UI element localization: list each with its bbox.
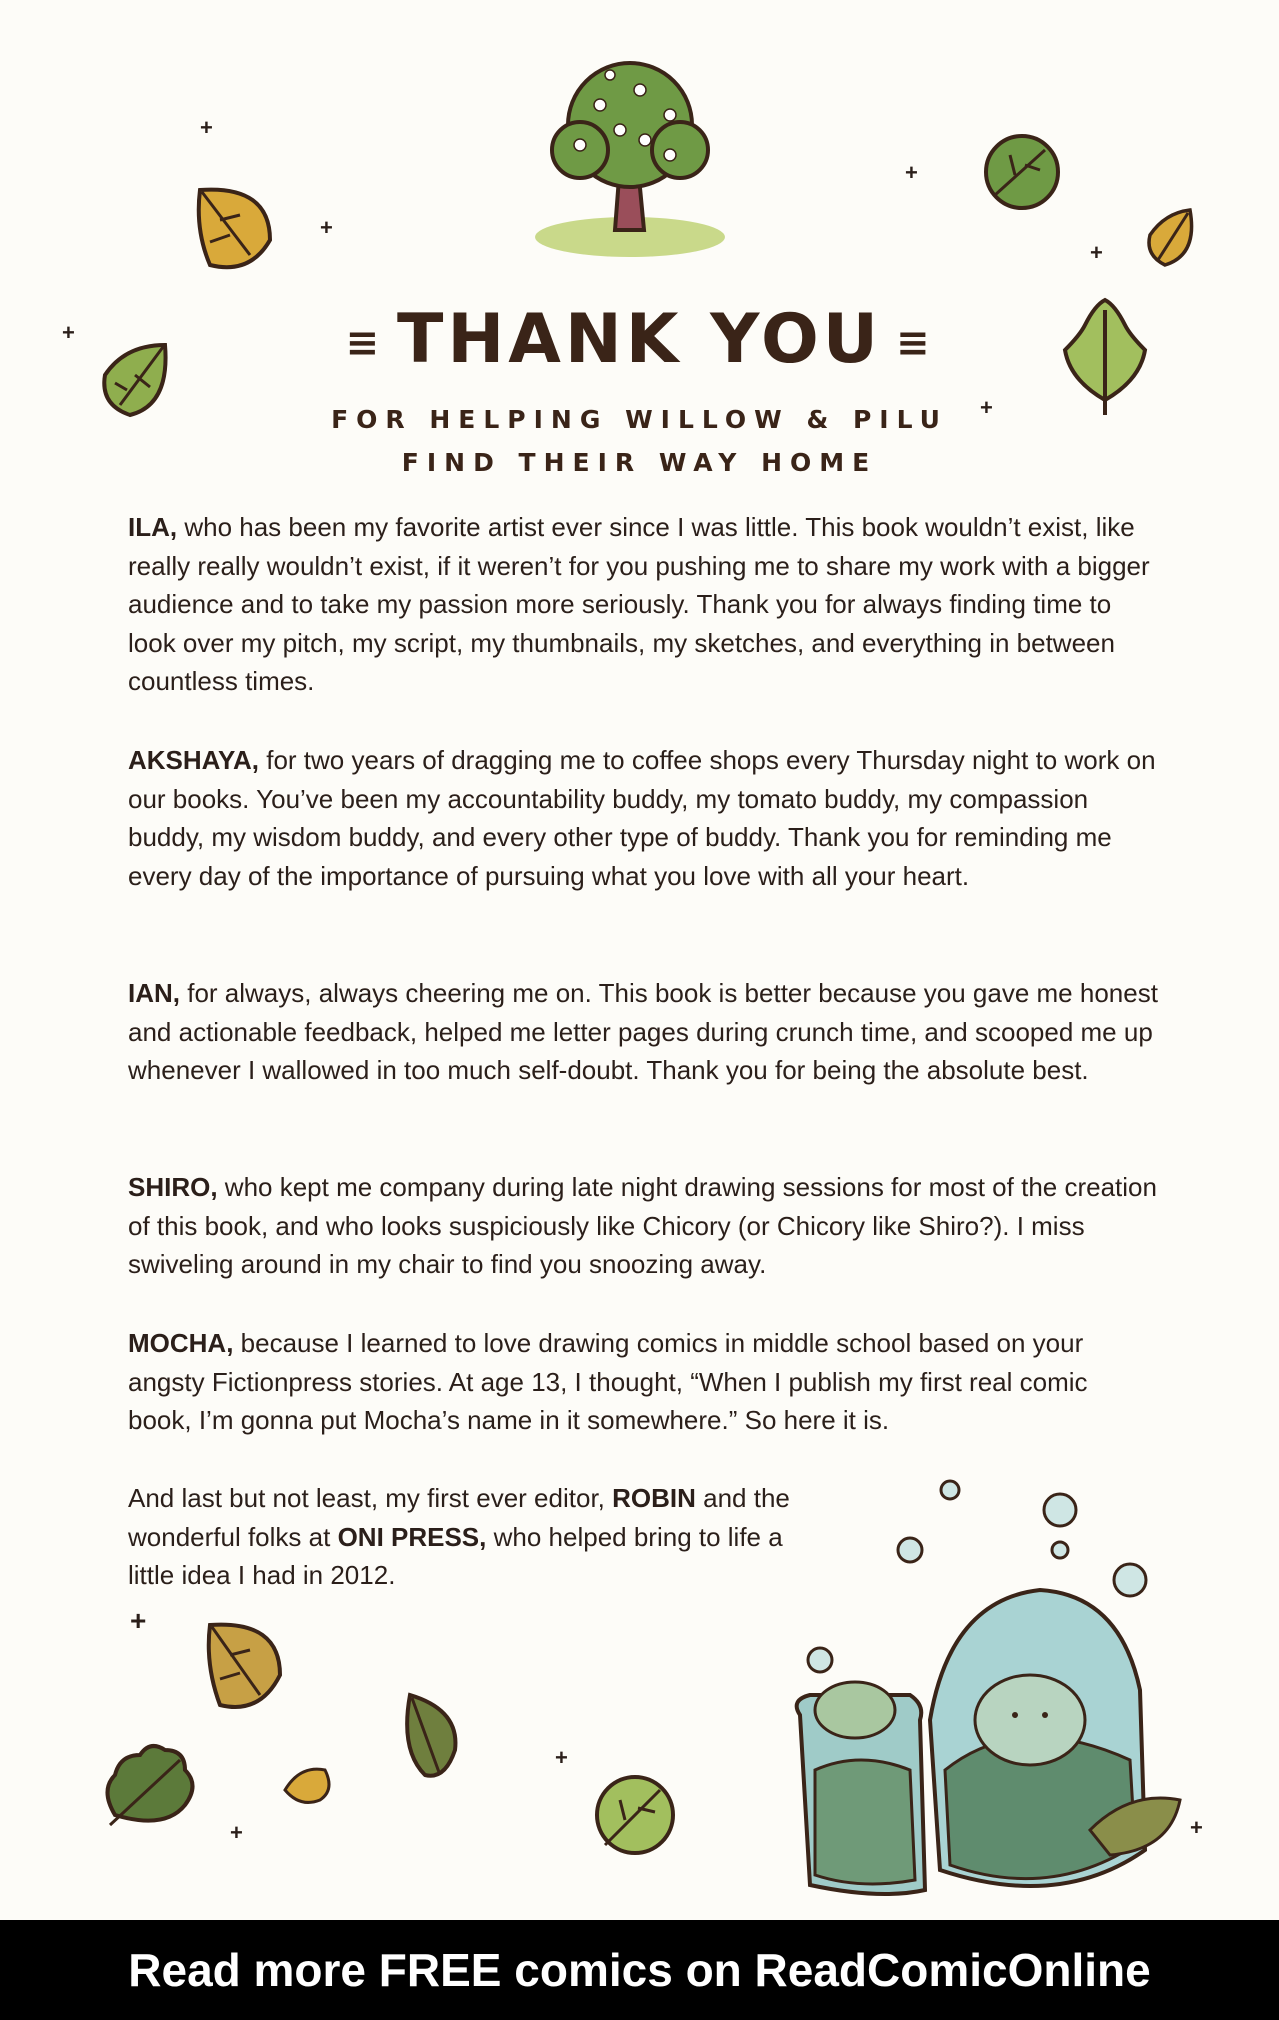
sparkle-icon: + [905, 160, 918, 185]
sparkle-icon: + [555, 1745, 568, 1770]
paragraph-akshaya [128, 741, 1158, 895]
sparkle-icon: + [230, 1820, 243, 1845]
closing-tail: who helped bring to life a little idea I had in 2012. [128, 1521, 783, 1590]
title-dash-left: ≡ [345, 320, 383, 367]
closing-lead: And last but not least, my first ever editor, [128, 1483, 613, 1513]
paragraph-text: who has been my favorite artist ever since I was little. This book wouldn’t exist, like really really wouldn’t exist, if it weren’t for you pushing me to share my work with a bigger audience and to take my passion more seriously. Thank you for always finding time to look over my pitch, my script, my thumbnails, my sketches, and everything in between countless times. [128, 512, 1150, 696]
promo-banner[interactable]: Read more FREE comics on ReadComicOnline [0, 1920, 1279, 2020]
page-title: ≡ THANK YOU ≡ [345, 300, 934, 379]
sparkle-icon: + [62, 320, 75, 345]
tree-illustration [520, 55, 740, 265]
paragraph-ila [128, 508, 1158, 701]
paragraph-name: IAN, [128, 978, 180, 1008]
sparkle-icon: + [320, 215, 333, 240]
sparkle-icon: + [1190, 1815, 1203, 1840]
sparkle-icon: + [1090, 240, 1103, 265]
paragraph-shiro [128, 1168, 1158, 1284]
closing-name-robin: ROBIN [612, 1483, 696, 1513]
bottom-leaf-dark-icon [395, 1690, 465, 1785]
paragraph-text: who kept me company during late night drawing sessions for most of the creation of this book, and who looks suspiciously like Chicory (or Chicory like Shiro?). I miss swiveling around in my chair to find you snoozing away. [128, 1172, 1157, 1279]
sparkle-icon: + [980, 395, 993, 420]
paragraph-text: because I learned to love drawing comics in middle school based on your angsty Fictionpress stories. At age 13, I thought, “When I publish my first real comic book, I’m gonna put Mocha’s name in it somewhere.” So here it is. [128, 1328, 1088, 1435]
paragraph-name: MOCHA, [128, 1328, 234, 1358]
paragraph-ian [128, 974, 1158, 1090]
paragraph-text: for two years of dragging me to coffee shops every Thursday night to work on our books. You’ve been my accountability buddy, my tomato buddy, my compassion buddy, my wisdom buddy, and every other type of buddy. Thank you for reminding me every day of the importance of pursuing what you love with all your heart. [128, 745, 1156, 891]
paragraph-name: ILA, [128, 512, 178, 542]
leaf-yellow-icon [190, 180, 280, 280]
bottom-leaf-small-icon [280, 1760, 340, 1810]
paragraph-mocha [128, 1324, 1158, 1440]
paragraph-name: SHIRO, [128, 1172, 218, 1202]
paragraph-closing [128, 1479, 808, 1595]
bottom-leaf-round-icon [590, 1770, 680, 1860]
paragraph-text: for always, always cheering me on. This book is better because you gave me honest and actionable feedback, helped me letter pages during crunch time, and scooped me up whenever I wallowed in too much self-doubt. Thank you for being the absolute best. [128, 978, 1158, 1085]
closing-name-oni-press: ONI PRESS, [337, 1521, 487, 1552]
leaf-round-green-icon [980, 130, 1065, 215]
subtitle-line-1: FOR HELPING WILLOW & PILU [331, 405, 948, 434]
bottom-oak-leaf-icon [95, 1735, 205, 1835]
sparkle-icon: + [130, 1605, 147, 1636]
bottom-leaf-yellow-icon [200, 1615, 290, 1725]
subtitle-line-2: FIND THEIR WAY HOME [401, 448, 878, 477]
closing-mid: and the wonderful folks at [128, 1483, 790, 1552]
paragraph-name: AKSHAYA, [128, 745, 260, 775]
title-dash-right: ≡ [896, 320, 934, 367]
leaf-small-yellow-icon [1140, 205, 1200, 275]
sparkle-icon: + [200, 115, 213, 140]
jar-illustration [760, 1470, 1240, 1910]
